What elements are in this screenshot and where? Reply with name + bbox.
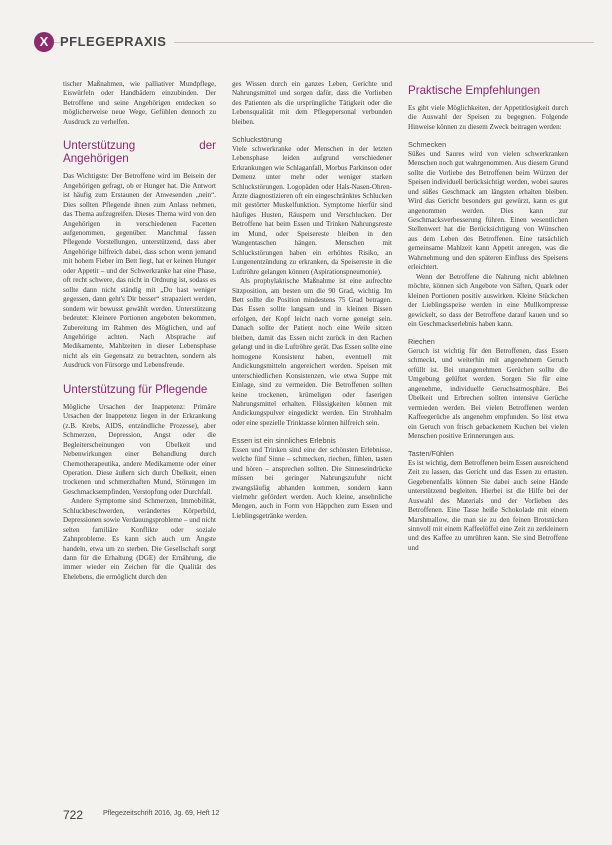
subheading-tasten: Tasten/Fühlen: [408, 449, 454, 459]
heading-angehoerige: Unterstützung der Angehörigen: [63, 139, 216, 166]
paragraph: Viele schwerkranke oder Menschen in der letzten Lebensphase leiden aufgrund verschiedener Erkrankungen wie Schlaganfall, Morbus Parkinson oder Demenz unter mehr oder weniger starken Schluckstörungen. Logopäden oder Hals-Nasen-Ohren-Ärzte diagnostizieren oft ein eingeschränktes Schlucken mit gestörter Muskelfunktion. Symptome hierfür sind häufiges Husten, Räuspern und Verschlucken. Der Betroffene hat beim Essen und Trinken Nahrungsreste im Mund, oder Speisereste bleiben in den Wangentaschen hängen. Menschen mit Schluckstörungen haben ein erhöhtes Risiko, an Lungenentzündung zu erkranken, da Speisereste in die Luftröhre gelangen können (Aspirationspneumonie).: [232, 144, 392, 276]
section-title: PFLEGEPRAXIS: [60, 32, 174, 52]
paragraph: ges Wissen durch ein ganzes Leben, Gerichte und Nahrungsmittel und sorgen dafür, dass die Vorlieben des Patienten als die ursprüngliche Tätigkeit oder die Lebensqualität mit dem Pflegepersonal verbunden bleiben.: [232, 80, 392, 126]
journal-citation: Pflegezeitschrift 2016, Jg. 69, Heft 12: [103, 810, 220, 817]
subheading-riechen: Riechen: [408, 337, 435, 347]
subheading-schluckstoerung: Schluckstörung: [232, 135, 282, 145]
column-3: [408, 80, 568, 553]
paragraph: Das Wichtigste: Der Betroffene wird im Beisein der Angehörigen gefragt, ob er Hunger hat. Die Antwort ist häufig zum Erstaunen der Anwesenden „nein“. Dies sollten Pflegende ihnen zum Anlass nehmen, das Thema aufzugreifen. Dieses Thema wird von den Angehörigen in verschiedenen Facetten aufgenommen, gegenüber. Manchmal fassen Pflegende Vorstellungen, unterstützend, dass aber Angehörige hilfreich dabei, dass schon wenn jemand mit hohem Fieber im Bett liegt, hat er keinen Hunger oder Appetit – und der Schwerkranke hat eine Phase, oft recht schwere, das nicht in Ordnung ist, sodass es sollte dann nicht ständig mit „Du hast weniger gegessen, dann geht's Dir besser“ strapaziert werden, sondern wir bewusst gewählt werden. Unterstützung bedeutet: Kleinere Portionen angeboten bekommen, Zubereitung im Rahmen des Möglichen, und auf Angehörige achten. Nach Absprache auf Medikamente, Mahlzeiten in dieser Lebensphase nicht als ein Gegensatz zu betrachten, sondern als Ausdruck von Fürsorge und Lebensfreude.: [63, 172, 216, 370]
paragraph: Es gibt viele Möglichkeiten, der Appetitlosigkeit durch die Auswahl der Speisen zu begegnen. Folgende Hinweise können zu diesem Zweck beitragen werden:: [408, 104, 568, 131]
paragraph: Geruch ist wichtig für den Betroffenen, dass Essen schmeckt, und weiterhin mit angenehmem Geruch erfüllt ist. Bei unangenehmen Gerüchen sollte die Umgebung gelüftet werden. Sorgen Sie für eine angenehme, individuelle Geruchsatmosphäre. Bei Übelkeit und Erbrechen sollten intensive Gerüche vermieden werden. Bei vielen Betroffenen werden Kaffeegerüche als angenehm empfunden. So löst etwa ein Geruch von frisch gebackenem Kuchen bei vielen Menschen positive Erinnerungen aus.: [408, 346, 568, 440]
page-number: 722: [63, 808, 84, 822]
paragraph: Es ist wichtig, dem Betroffenen beim Essen ausreichend Zeit zu lassen, das Gericht und das Essen zu ertasten. Gegebenenfalls können Sie dabei auch seine Hände unterstützend begleiten. Hierbei ist die Hilfe bei der Auswahl des Materials und der Vorlieben des Betroffenen. Eine Tasse heiße Schokolade mit einem Marshmallow, die man sie zu den feinen Brotstücken sinnvoll mit einem Kaffeelöffel eine Zeit zu zerkleinern und des Kaffee zu umrühren kann. Sie sind Betroffene und: [408, 458, 568, 552]
column-1: [63, 80, 216, 582]
page-footer: [63, 808, 573, 822]
paragraph: Süßes und Saures wird von vielen schwerkranken Menschen noch gut wahrgenommen. Aus diesem Grund sollte die Vorliebe des Betroffenen beim Würzen der Speisen individuell berücksichtigt werden, wobei saures und süßes Geschmack am längsten erhalten bleiben. Wird das Gericht besonders gut gewürzt, kann es gut angenommen werden. Dies kann zur Geschmacksverbesserung führen. Einen wesentlichen Stellenwert hat die Berücksichtigung von Wünschen aus dem Leben des Betroffenen. Eine tatsächlich gemeinsame Mahlzeit kann Appetit anregen, was die Wahrnehmung und den späteren Einfluss des Speisens erleichtert.: [408, 149, 568, 272]
paragraph: Wenn der Betroffene die Nahrung nicht ablehnen möchte, können sich Angebote von Säften, Quark oder kleinen Portionen positiv auswirken. Kleine Stückchen der Lieblingsspeise werden in eine Mullkompresse gewickelt, so dass der Betroffene darauf kauen und so ein Geschmackserlebnis haben kann.: [408, 272, 568, 328]
subheading-schmecken: Schmecken: [408, 140, 447, 150]
paragraph: Als prophylaktische Maßnahme ist eine aufrechte Sitzposition, am besten um die 90 Grad, wichtig. Im Bett sollte die Position mindestens 75 Grad betragen. Das Essen sollte langsam und in kleinen Bissen erfolgen, der Kopf leicht nach vorne geneigt sein. Danach sollte der Patient noch eine Weile sitzen bleiben, damit das Essen nicht zurück in den Rachen gelangt und in die Luftröhre gerät. Das Essen sollte eine homogene Konsistenz haben, eventuell mit Andickungsmitteln angereichert werden. Speisen mit unterschiedlichen Konsistenzen, wie etwa Suppe mit Einlage, sind zu vermeiden. Die Betroffenen sollten keine trockenen, krümeligen oder faserigen Nahrungsmittel erhalten. Flüssigkeiten können mit Andickungspulver eingedickt werden. Ein Strohhalm oder eine spezielle Trinktasse können hilfreich sein.: [232, 277, 392, 427]
paragraph: Mögliche Ursachen der Inappetenz: Primäre Ursachen der Inappetenz liegen in der Erkrankung (z.B. Krebs, AIDS, entzündliche Prozesse), aber Schmerzen, Depression, Angst oder die Begleiterscheinungen von Übelkeit und Nebenwirkungen einer Behandlung durch Chemotherapeutika, andere Medikamente oder einer Operation. Diese äußern sich durch Übelkeit, einen trockenen und schmerzhaften Mund, Störungen im Geschmacksempfinden, Verstopfung oder Durchfall.: [63, 402, 216, 496]
section-logo-icon: X: [34, 32, 54, 52]
column-2: [232, 80, 392, 521]
subheading-sinnliches-erlebnis: Essen ist ein sinnliches Erlebnis: [232, 436, 336, 446]
heading-pflegende: Unterstützung für Pflegende: [63, 382, 208, 396]
paragraph: Andere Symptome sind Schmerzen, Immobilität, Schluckbeschwerden, verändertes Körperbild, Depressionen sowie Verdauungsprobleme – und nicht selten familiäre Konflikte oder soziale Zahnprobleme. Es kann sich auch um Ängste handeln, etwa um zu sterben. Die Gesellschaft sorgt dann für die Erhaltung (DGE) der Ernährung, die immer wieder ein Zeichen für die Qualität des Ehelebens, die ermöglicht durch den: [63, 497, 216, 581]
heading-empfehlungen: Praktische Empfehlungen: [408, 84, 541, 97]
paragraph: tischer Maßnahmen, wie palliativer Mundpflege, Eiswürfeln oder Handbädern einzubinden. Der Betroffene und seine Angehörigen entdecken so möglicherweise neue Wege, Gefühlen dennoch zu Ausdruck zu verhelfen.: [63, 80, 216, 126]
paragraph: Essen und Trinken sind eine der schönsten Erlebnisse, welche fünf Sinne – schmecken, riechen, fühlen, tasten und hören – ansprechen sollten. Die Sinneseindrücke müssen bei geringer Nahrungszufuhr nicht zwangsläufig abhanden kommen, sondern kann vielmehr gefördert werden. Auch kleine, ansehnliche Mengen, auch in Form von Häppchen zum Essen und Lieblingsgetränke werden.: [232, 445, 392, 520]
page-header: [34, 30, 594, 58]
